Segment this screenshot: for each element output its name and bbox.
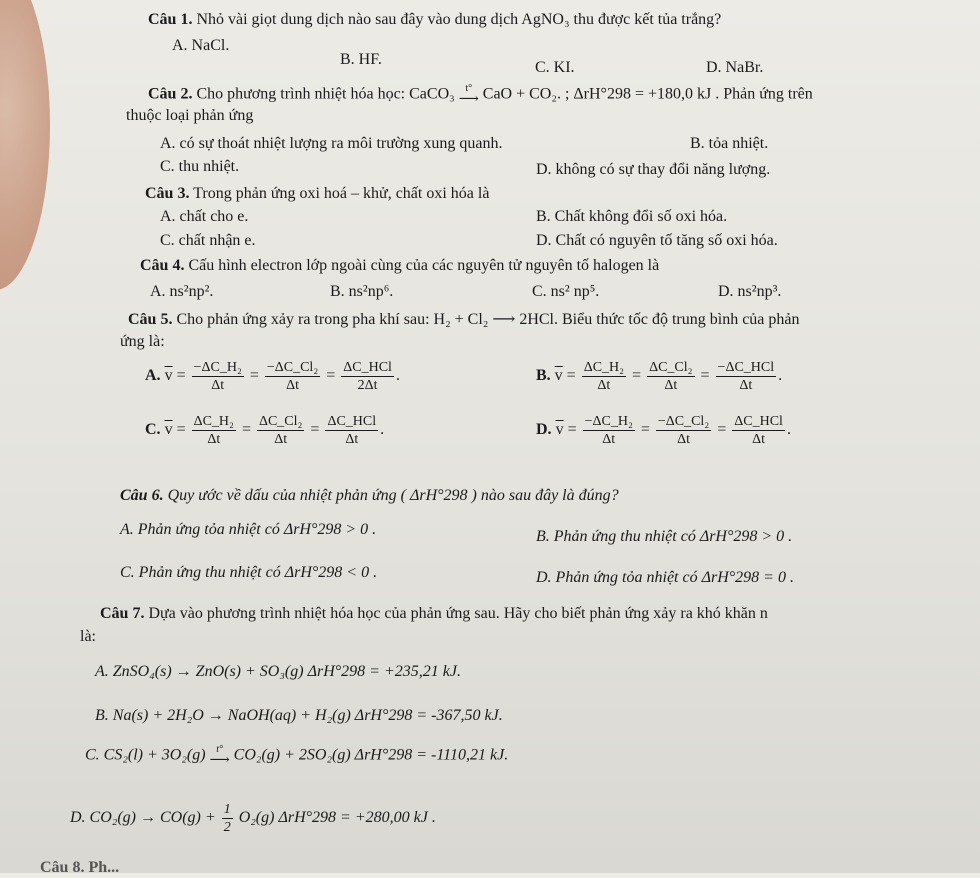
numerator: ΔC_H₂: [583, 359, 625, 375]
q1-stem: [148, 10, 721, 30]
fraction: [192, 359, 244, 394]
numerator: −ΔC_HCl: [717, 359, 775, 375]
q2-label: Câu 2.: [148, 85, 193, 103]
q3-option-a: A. chất cho e.: [160, 208, 249, 225]
q6-option-a: A. Phản ứng tỏa nhiệt có ΔrH°298 > 0 .: [120, 521, 377, 538]
q5-b-v: $\overline{v}$: [554, 367, 563, 384]
q6-stem: [120, 486, 619, 506]
denominator: Δt: [752, 431, 766, 447]
numerator: ΔC_HCl: [343, 359, 392, 375]
denominator: 2Δt: [357, 377, 378, 393]
q7-c-arrow: [210, 745, 230, 767]
q2-text-post: CaO + CO₂. ; ΔrH°298 = +180,0 kJ . Phản ứng trên: [482, 85, 813, 103]
denominator: Δt: [664, 377, 678, 393]
q7-option-a: A. ZnSO₄(s) → ZnO(s) + SO₃(g) ΔrH°298 = +235,21 kJ.: [95, 663, 461, 680]
numerator: ΔC_Cl₂: [649, 359, 693, 375]
fraction: [647, 359, 694, 394]
q2-stem: [148, 84, 813, 106]
q3-text: Trong phản ứng oxi hoá – khử, chất oxi hóa là: [193, 185, 490, 202]
numerator: −ΔC_Cl₂: [266, 359, 319, 375]
q2-option-b: B. tỏa nhiệt.: [690, 135, 769, 152]
q2-option-d: D. không có sự thay đổi năng lượng.: [536, 161, 771, 178]
fraction: [341, 359, 394, 394]
q5-stem: [128, 310, 800, 330]
q7-text: Dựa vào phương trình nhiệt hóa học của phản ứng sau. Hãy cho biết phản ứng xảy ra khó khăn n: [148, 605, 768, 622]
denominator: Δt: [207, 431, 221, 447]
q7-option-b: B. Na(s) + 2H₂O → NaOH(aq) + H₂(g) ΔrH°298 = -367,50 kJ.: [95, 707, 503, 724]
fraction: [265, 359, 320, 394]
q1-option-a: A. NaCl.: [172, 37, 230, 54]
q6-label: Câu 6.: [120, 487, 164, 504]
denominator: Δt: [597, 377, 611, 393]
q5-label: Câu 5.: [128, 311, 173, 328]
fraction: [732, 413, 785, 448]
q7-c-post: CO₂(g) + 2SO₂(g) ΔrH°298 = -1110,21 kJ.: [233, 746, 509, 764]
q5-c-v: $\overline{v}$: [164, 421, 173, 438]
denominator: Δt: [274, 431, 288, 447]
fraction: [582, 359, 626, 394]
arrow-right-icon: ⟶: [209, 753, 230, 768]
q2-option-c: C. thu nhiệt.: [160, 158, 240, 175]
q1-option-d: D. NaBr.: [706, 59, 764, 76]
numerator: −ΔC_H₂: [193, 359, 242, 375]
q4-option-b: B. ns²np⁶.: [330, 283, 394, 300]
q5-option-d: D. $\overline{v}$ = $\frac{\text{−ΔC\_H₂}}{\Delta t}$ = $\frac{\text{−ΔC\_Cl₂}}{\Delta t}$ = $\frac{\text{ΔC\_HCl}}{\Delta t}$ .: [536, 413, 791, 447]
denominator: Δt: [286, 377, 299, 393]
fraction: [583, 413, 635, 448]
q5-c-label: C.: [145, 421, 161, 438]
numerator: −ΔC_Cl₂: [657, 413, 710, 429]
finger-shadow: [0, 0, 50, 290]
q4-stem: [140, 256, 659, 276]
q3-label: Câu 3.: [145, 185, 190, 202]
fraction-one-half: [222, 801, 233, 836]
q1-option-b: B. HF.: [340, 51, 382, 68]
q2-arrow-cond: t°: [465, 83, 473, 94]
q5-a-label: A.: [145, 367, 161, 384]
q6-option-b: B. Phản ứng thu nhiệt có ΔrH°298 > 0 .: [536, 528, 793, 545]
fraction: [716, 359, 777, 394]
arrow-right-icon: ⟶: [458, 92, 479, 107]
q2-arrow: [459, 84, 479, 106]
q5-b-label: B.: [536, 367, 551, 384]
fraction: [656, 413, 711, 448]
q5-option-b: B. $\overline{v}$ = $\frac{\text{ΔC\_H₂}}{\Delta t}$ = $\frac{\text{ΔC\_Cl₂}}{\Delta t}$ = $\frac{\text{−ΔC\_HCl}}{\Delta t}$ .: [536, 359, 783, 393]
fraction: [325, 413, 378, 448]
q7-d-post: O₂(g) ΔrH°298 = +280,00 kJ .: [238, 809, 436, 826]
denominator: Δt: [211, 377, 225, 393]
denominator: Δt: [739, 377, 753, 393]
q7-d-pre: D. CO₂(g) → CO(g) +: [70, 809, 216, 826]
fraction: [257, 413, 304, 448]
q3-option-d: D. Chất có nguyên tố tăng số oxi hóa.: [536, 232, 778, 249]
q2-text-pre: Cho phương trình nhiệt hóa học: CaCO₃: [196, 85, 455, 103]
q4-option-d: D. ns²np³.: [718, 283, 782, 300]
q6-option-c: C. Phản ứng thu nhiệt có ΔrH°298 < 0 .: [120, 564, 378, 581]
q5-text: Cho phản ứng xảy ra trong pha khí sau: H₂ + Cl₂ ⟶ 2HCl. Biểu thức tốc độ trung bình của phản: [176, 311, 800, 328]
q5-option-c: C. $\overline{v}$ = $\frac{\text{ΔC\_H₂}}{\Delta t}$ = $\frac{\text{ΔC\_Cl₂}}{\Delta t}$ = $\frac{\text{ΔC\_HCl}}{\Delta t}$ .: [145, 413, 385, 447]
numerator: ΔC_HCl: [327, 413, 377, 429]
q2-stem-2: thuộc loại phản ứng: [126, 107, 254, 124]
numerator: ΔC_H₂: [193, 413, 234, 429]
q5-d-label: D.: [536, 421, 552, 438]
q7-option-d: [70, 800, 436, 836]
q4-option-c: C. ns² np⁵.: [532, 283, 600, 300]
q3-option-c: C. chất nhận e.: [160, 232, 256, 249]
denominator: Δt: [602, 431, 616, 447]
q1-label: Câu 1.: [148, 11, 193, 28]
denominator: 2: [223, 819, 231, 835]
q7-stem: [100, 604, 768, 624]
denominator: Δt: [345, 431, 359, 447]
numerator: 1: [223, 801, 231, 817]
q5-option-a: A. $\overline{v}$ = $\frac{\text{−ΔC\_H₂}}{\Delta t}$ = $\frac{\text{−ΔC\_Cl₂}}{\Delta t}$ = $\frac{\text{ΔC\_HCl}}{2\Delta t}$ .: [145, 359, 400, 393]
numerator: −ΔC_H₂: [584, 413, 633, 429]
q3-option-b: B. Chất không đổi số oxi hóa.: [536, 208, 728, 225]
q7-c-pre: C. CS₂(l) + 3O₂(g): [85, 746, 206, 764]
q3-stem: [145, 184, 489, 204]
q1-text: Nhỏ vài giọt dung dịch nào sau đây vào dung dịch AgNO₃ thu được kết tủa trắng?: [196, 11, 722, 28]
q4-label: Câu 4.: [140, 257, 185, 274]
q8-fragment: Câu 8. Ph...: [40, 859, 120, 876]
q7-option-c: [85, 745, 508, 767]
q4-option-a: A. ns²np².: [150, 283, 214, 300]
numerator: ΔC_Cl₂: [258, 413, 303, 429]
q7-label: Câu 7.: [100, 605, 145, 622]
q5-d-v: $\overline{v}$: [555, 421, 564, 438]
q5-a-v: $\overline{v}$: [164, 367, 173, 384]
q1-option-c: C. KI.: [535, 59, 575, 76]
q7-c-arrow-cond: t°: [216, 744, 223, 755]
q2-option-a: A. có sự thoát nhiệt lượng ra môi trường xung quanh.: [160, 135, 503, 152]
q4-text: Cấu hình electron lớp ngoài cùng của các nguyên tử nguyên tố halogen là: [188, 257, 660, 274]
fraction: [192, 413, 236, 448]
numerator: ΔC_HCl: [734, 413, 783, 429]
q7-stem-2: là:: [80, 628, 96, 645]
q6-text: Quy ước về dấu của nhiệt phản ứng ( ΔrH°298 ) nào sau đây là đúng?: [167, 487, 619, 504]
q6-option-d: D. Phản ứng tỏa nhiệt có ΔrH°298 = 0 .: [536, 569, 794, 586]
denominator: Δt: [677, 431, 690, 447]
q5-stem-2: ứng là:: [120, 333, 165, 350]
